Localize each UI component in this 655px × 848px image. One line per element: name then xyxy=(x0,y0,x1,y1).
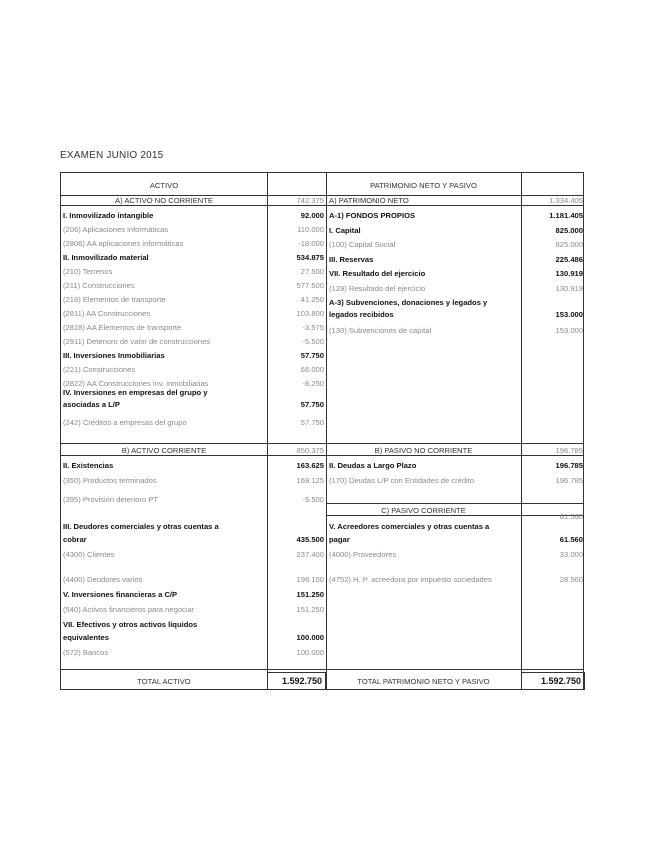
deudas-lp-value: 196.785 xyxy=(555,461,583,470)
row-divider xyxy=(61,455,583,456)
activo-row-label: I. Inmovilizado intangible xyxy=(63,211,154,220)
activo-row-label: (2811) AA Construcciones xyxy=(63,309,151,318)
activo-row-value: 110.000 xyxy=(297,225,324,234)
activo-corriente-label: B) ACTIVO CORRIENTE xyxy=(121,446,207,455)
activo-row-value: 103.800 xyxy=(296,309,324,318)
deudas-entidades-value: 196.785 xyxy=(555,476,583,485)
hp-acreedora-value: 28.560 xyxy=(559,575,583,584)
bancos-value: 100.000 xyxy=(296,648,324,657)
efectivo-label-2: equivalentes xyxy=(63,633,110,642)
pasivo-row-value: 1.181.405 xyxy=(549,211,583,220)
proveedores-value: 33.000 xyxy=(559,550,583,559)
column-divider xyxy=(326,173,327,689)
deudores-label-1: III. Deudores comerciales y otras cuentas a xyxy=(63,522,219,531)
existencias-value: 163.625 xyxy=(296,461,324,470)
row-divider xyxy=(61,443,583,444)
subvenciones-label-1: A-3) Subvenciones, donaciones y legados y xyxy=(329,298,488,307)
acreedores-label-1: V. Acreedores comerciales y otras cuentas a xyxy=(329,522,490,531)
total-pasivo-value: 1.592.750 xyxy=(521,672,585,690)
pasivo-no-corriente-value: 196.785 xyxy=(555,446,583,455)
deudores-label-2: cobrar xyxy=(63,535,87,544)
pasivo-row-label: A-1) FONDOS PROPIOS xyxy=(329,211,416,220)
efectivo-value: 100.000 xyxy=(296,633,324,642)
activo-row-label: (206) Aplicaciones informáticas xyxy=(63,225,169,234)
efectivo-label-1: VII. Efectivos y otros activos líquidos xyxy=(63,620,198,629)
acreedores-value: 61.560 xyxy=(559,535,583,544)
activo-row-label: III. Inversiones Inmobiliarias xyxy=(63,351,165,360)
total-activo-value: 1.592.750 xyxy=(267,672,326,690)
proveedores-label: (4000) Proveedores xyxy=(329,550,397,559)
row-divider xyxy=(61,205,583,206)
balance-sheet-table xyxy=(60,172,584,690)
inversiones-financieras-value: 151.250 xyxy=(296,590,324,599)
clientes-label: (4300) Clientes xyxy=(63,550,115,559)
inversiones-financieras-label: V. Inversiones financieras a C/P xyxy=(63,590,178,599)
activo-row-label: (2911) Deterioro de valor de construcciones xyxy=(63,337,211,346)
pasivo-row-label: VII. Resultado del ejercicio xyxy=(329,269,426,278)
creditos-grupo-label: (242) Créditos a empresas del grupo xyxy=(63,418,187,427)
creditos-grupo-value: 57.750 xyxy=(300,418,324,427)
pasivo-corriente-value: 61.560 xyxy=(559,512,583,521)
activo-header: ACTIVO xyxy=(149,181,179,190)
total-pasivo-label: TOTAL PATRIMONIO NETO Y PASIVO xyxy=(357,677,490,686)
pasivo-row-value: 225.486 xyxy=(555,254,583,264)
subvenciones-capital-label: (130) Subvenciones de capital xyxy=(329,326,432,335)
activo-row-value: 92.000 xyxy=(300,211,324,220)
inversiones-grupo-value: 57.750 xyxy=(300,400,324,409)
pasivo-row-label: III. Reservas xyxy=(329,254,374,264)
pasivo-row-label: (100) Capital Social xyxy=(329,240,396,249)
pasivo-row-value: 825.000 xyxy=(555,225,583,235)
deudas-lp-label: II. Deudas a Largo Plazo xyxy=(329,461,417,470)
subvenciones-label-2: legados recibidos xyxy=(329,310,394,319)
total-activo-label: TOTAL ACTIVO xyxy=(137,677,191,686)
activo-row-label: (218) Elementos de transporte xyxy=(63,295,166,304)
activos-financieros-label: (540) Activos financieros para negociar xyxy=(63,605,195,614)
activo-row-value: 41.250 xyxy=(300,295,324,304)
activo-row-label: (210) Terrenos xyxy=(63,267,113,276)
pasivo-row-value: 825.000 xyxy=(555,240,583,249)
provision-value: -5.500 xyxy=(302,495,324,504)
deudores-varios-label: (4400) Deudores varios xyxy=(63,575,143,584)
pasivo-no-corriente-label: B) PASIVO NO CORRIENTE xyxy=(374,446,473,455)
activo-no-corriente-value: 742.375 xyxy=(296,196,324,205)
activo-row-value: -8.250 xyxy=(302,379,324,388)
activo-corriente-value: 850.375 xyxy=(296,446,324,455)
subvenciones-capital-value: 153.000 xyxy=(555,326,583,335)
activo-row-value: 577.500 xyxy=(296,281,324,290)
inversiones-grupo-label-1: IV. Inversiones en empresas del grupo y xyxy=(63,388,208,397)
activo-row-value: 66.000 xyxy=(300,365,324,374)
patrimonio-neto-value: 1.334.405 xyxy=(549,196,583,205)
pasivo-row-value: 130.919 xyxy=(555,269,583,278)
productos-terminados-value: 169.125 xyxy=(296,476,324,485)
pasivo-row-label: (129) Resultado del ejercicio xyxy=(329,283,426,293)
activo-row-value: -5.500 xyxy=(302,337,324,346)
provision-label: (395) Provisión deterioro PT xyxy=(63,495,158,504)
column-divider xyxy=(521,173,522,689)
activo-row-label: (221) Construcciones xyxy=(63,365,136,374)
activo-row-label: (211) Construcciones xyxy=(63,281,135,290)
activo-row-label: (2822) AA Construcciones inv. inmobiliarias xyxy=(63,379,209,388)
pasivo-row-label: I. Capital xyxy=(329,225,361,235)
activo-row-label: (2806) AA aplicaciones informáticas xyxy=(63,239,184,248)
pasivo-corriente-label: C) PASIVO CORRIENTE xyxy=(381,506,466,515)
activos-financieros-value: 151.250 xyxy=(296,605,324,614)
hp-acreedora-label: (4752) H. P. acreedora por impuesto sociedades xyxy=(329,575,492,584)
activo-row-value: 534.875 xyxy=(296,253,324,262)
row-divider xyxy=(326,503,583,504)
productos-terminados-label: (350) Productos terminados xyxy=(63,476,157,485)
patrimonio-neto-label: A) PATRIMONIO NETO xyxy=(329,196,409,205)
activo-row-value: -3.575 xyxy=(302,323,324,332)
existencias-label: II. Existencias xyxy=(63,461,114,470)
activo-row-value: 57.750 xyxy=(300,351,324,360)
deudores-value: 435.500 xyxy=(296,535,324,544)
acreedores-label-2: pagar xyxy=(329,535,350,544)
activo-row-value: -18.000 xyxy=(298,239,324,248)
pasivo-header: PATRIMONIO NETO Y PASIVO xyxy=(370,181,477,190)
pasivo-row-value: 130.919 xyxy=(555,283,583,293)
inversiones-grupo-label-2: asociadas a L/P xyxy=(63,400,120,409)
document-title: EXAMEN JUNIO 2015 xyxy=(60,150,164,161)
deudas-entidades-label: (170) Deudas L/P con Entidades de crédito xyxy=(329,476,475,485)
activo-row-label: II. Inmovilizado material xyxy=(63,253,149,262)
clientes-value: 237.400 xyxy=(296,550,324,559)
activo-no-corriente-label: A) ACTIVO NO CORRIENTE xyxy=(115,196,213,205)
subvenciones-value: 153.000 xyxy=(555,310,583,319)
activo-row-value: 27.500 xyxy=(300,267,324,276)
row-divider xyxy=(61,669,583,670)
deudores-varios-value: 198.100 xyxy=(296,575,324,584)
activo-row-label: (2818) AA Elementos de transporte xyxy=(63,323,182,332)
bancos-label: (572) Bancos xyxy=(63,648,109,657)
